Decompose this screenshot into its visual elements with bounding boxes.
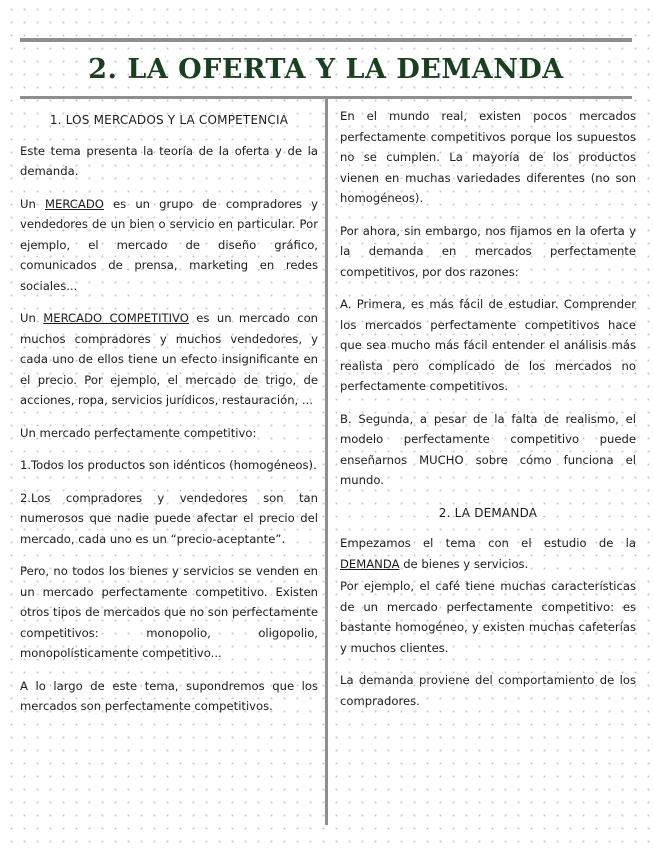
demanda-pre: Empezamos el tema con el estudio de la [340, 536, 636, 550]
mercado-term: MERCADO [44, 196, 104, 211]
cafe-paragraph: Por ejemplo, el café tiene muchas características de un mercado perfectamente competitivo: es bastante homogéneo, y existen muchas cafeterías y muchos clientes. [340, 579, 636, 655]
competitivo-post: es un mercado con muchos compradores y muchos vendedores, y cada uno de ellos tiene un efecto insignificante en el precio. Por ejemplo, el mercado de trigo, de acciones, ropa, servicios jurídicos, restauración, ... [20, 311, 319, 407]
intro-paragraph: Este tema presenta la teoría de la oferta y de la demanda. [20, 143, 318, 178]
demanda-post: de bienes y servicios. [399, 556, 529, 571]
razon-b-paragraph: B. Segunda, a pesar de la falta de realismo, el modelo perfectamente competitivo puede enseñarnos MUCHO sobre cómo funciona el mundo. [340, 411, 636, 487]
section-heading-demanda: 2. LA DEMANDA [438, 505, 538, 520]
supuesto-paragraph: A lo largo de este tema, supondremos que los mercados son perfectamente competitivos. [20, 678, 318, 713]
perfect-intro: Un mercado perfectamente competitivo: [20, 425, 257, 440]
mercado-definition [20, 194, 318, 297]
mercado-competitivo-definition [20, 308, 318, 411]
column-divider [325, 99, 328, 825]
mercado-post: es un grupo de compradores y vendedores de un bien o servicio en particular. Por ejemplo, el mercado de diseño gráfico, comunicados de prensa, marketing en redes sociales... [20, 196, 318, 293]
point-1: 1.Todos los productos son idénticos (homogéneos). [20, 458, 317, 472]
mercado-pre: Un [20, 196, 45, 211]
section-heading-mercados: 1. LOS MERCADOS Y LA COMPETENCIA [49, 113, 289, 127]
right-column [340, 106, 636, 723]
otros-mercados-paragraph: Pero, no todos los bienes y servicios se venden en un mercado perfectamente competitivo. Existen otros tipos de mercados que no son perfectamente competitivos: monopolio, oligopolio, monopolísticamente competitivo... [20, 564, 318, 660]
proviene-paragraph: La demanda proviene del comportamiento de los compradores. [340, 673, 636, 708]
competitivo-pre: Un [20, 311, 44, 325]
competitivo-term: MERCADO COMPETITIVO [43, 311, 189, 325]
razon-a-paragraph: A. Primera, es más fácil de estudiar. Comprender los mercados perfectamente competitivos hace que sea mucho más fácil entender el análisis más realista pero complicado de los mercados no perfectamente competitivos. [340, 297, 636, 393]
por-ahora-paragraph: Por ahora, sin embargo, nos fijamos en la oferta y la demanda en mercados perfectamente competitivos, por dos razones: [340, 223, 636, 279]
left-column [20, 106, 318, 729]
page-title: 2. LA OFERTA Y LA DEMANDA [88, 54, 564, 85]
top-rule [20, 38, 632, 42]
demanda-paragraph [340, 533, 636, 574]
demanda-term: DEMANDA [340, 556, 400, 571]
point-2: 2.Los compradores y vendedores son tan numerosos que nadie puede afectar el precio del mercado, cada uno es un “precio-aceptante”. [20, 490, 318, 546]
mundo-real-paragraph: En el mundo real, existen pocos mercados perfectamente competitivos porque los supuestos no se cumplen. La mayoría de los productos vienen en muchas variedades diferentes (no son homogéneos). [340, 109, 636, 205]
